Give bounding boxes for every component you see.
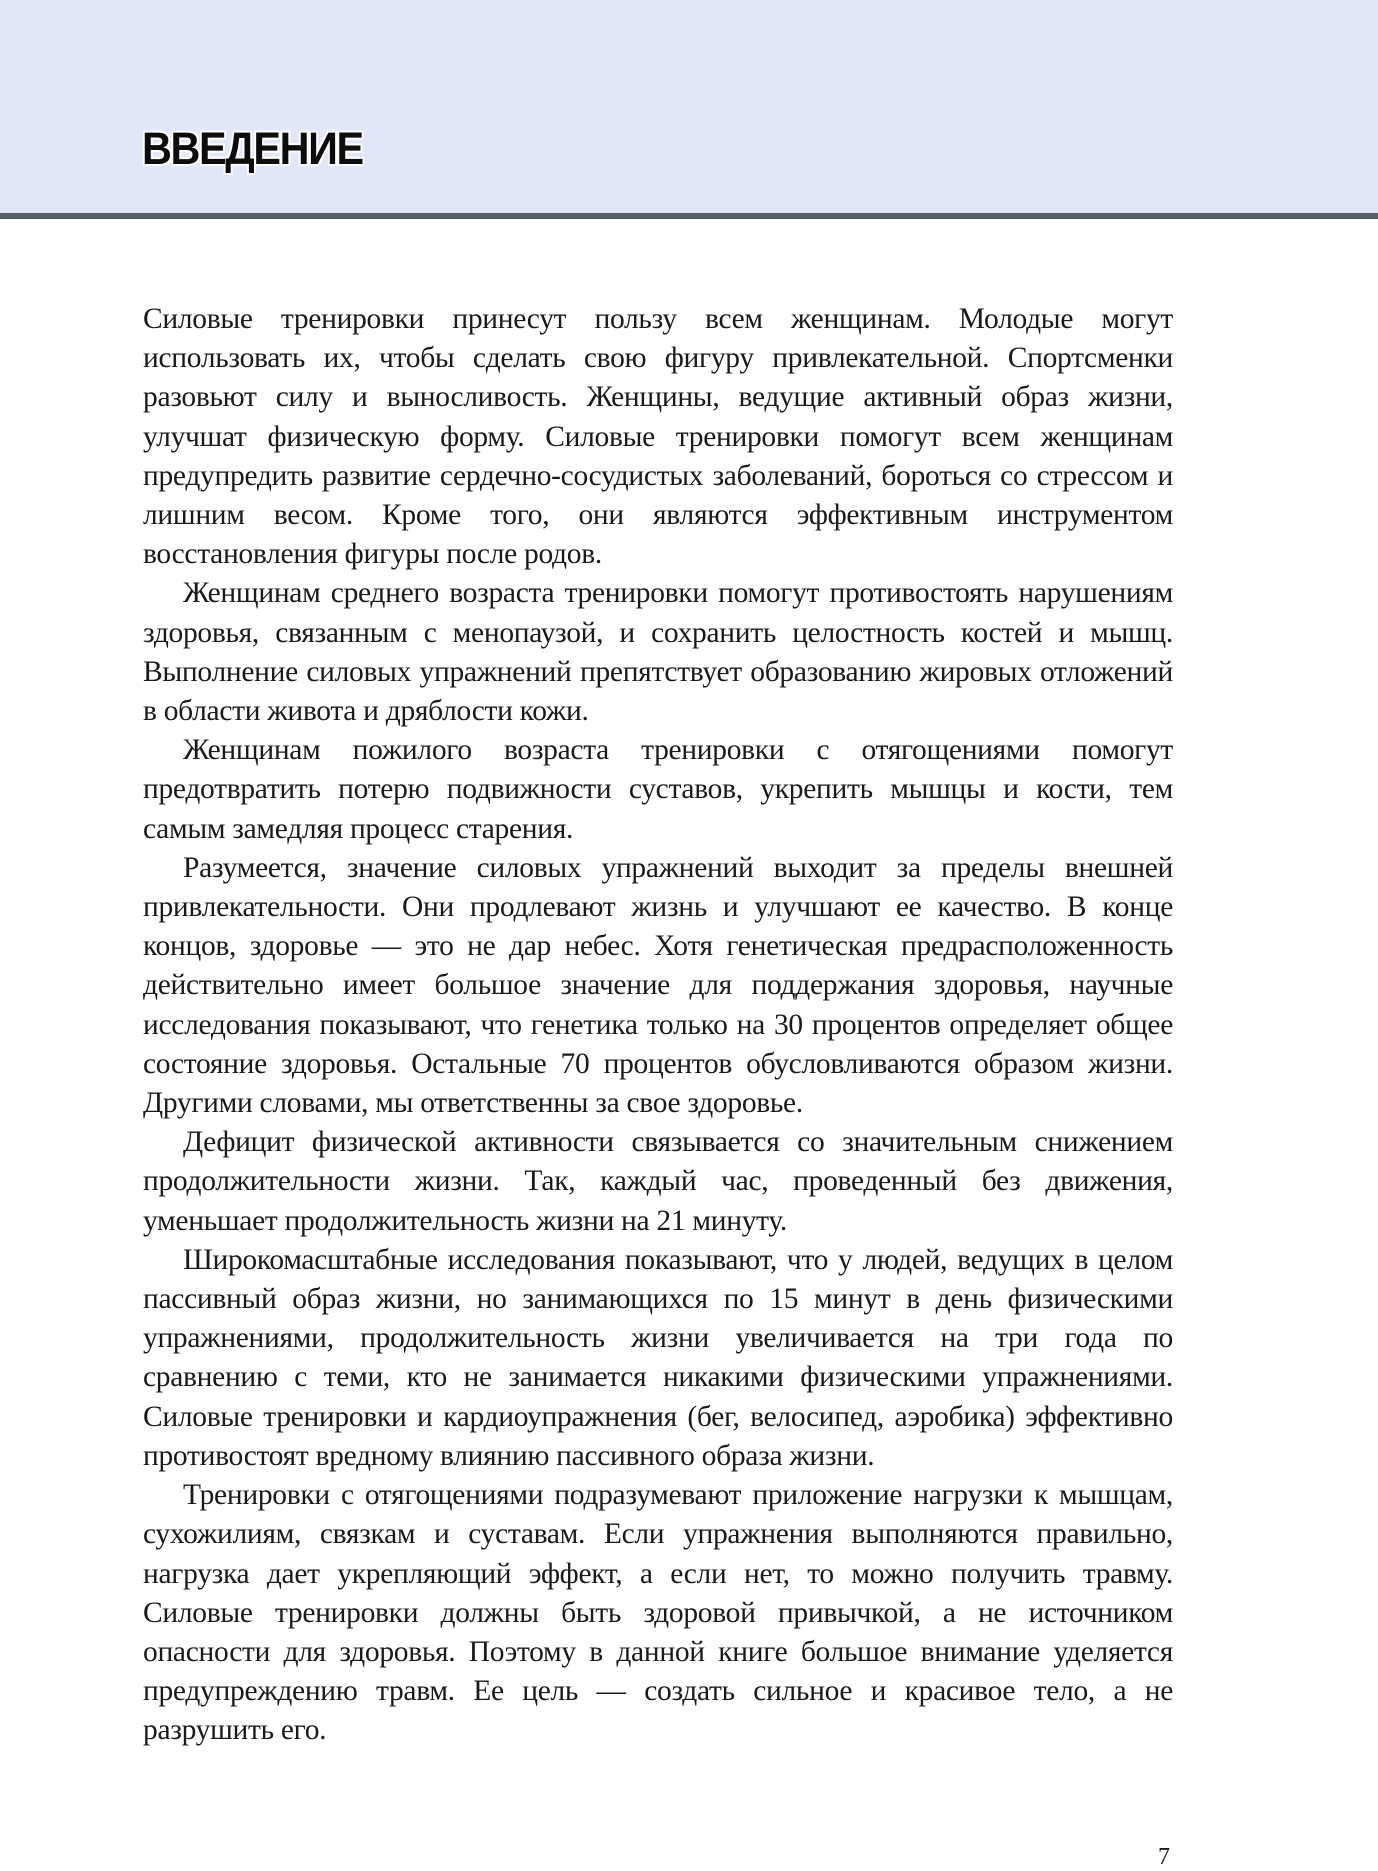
paragraph: Женщинам среднего возраста тренировки помогут противостоять нарушениям здоровья, связанным с менопаузой, и сохранить целостность костей и мышц. Выполнение силовых упражнений препятствует образованию жировых отложений в области живота и дряблости кожи.: [143, 577, 1173, 728]
chapter-title: ВВЕДЕНИЕ: [142, 123, 363, 174]
paragraph: Тренировки с отягощениями подразумевают приложение нагрузки к мышцам, сухожилиям, связкам и суставам. Если упражнения выполняются правильно, нагрузка дает укрепляющий эффект, а если нет, то можно получить травму. Силовые тренировки должны быть здоровой привычкой, а не источником опасности для здоровья. Поэтому в данной книге большое внимание уделяется предупреждению травм. Ее цель — создать сильное и красивое тело, а не разрушить его.: [143, 1479, 1173, 1747]
body-text: [143, 300, 1173, 1751]
paragraph: Силовые тренировки принесут пользу всем женщинам. Молодые могут использовать их, чтобы сделать свою фигуру привлекательной. Спортсменки разовьют силу и выносливость. Женщины, ведущие активный образ жизни, улучшат физическую форму. Силовые тренировки помогут всем женщинам предупредить развитие сердечно-сосудистых заболеваний, бороться со стрессом и лишним весом. Кроме того, они являются эффективным инструментом восстановления фигуры после родов.: [143, 303, 1173, 571]
header-divider: [0, 213, 1378, 219]
paragraph: Дефицит физической активности связывается со значительным снижением продолжительности жизни. Так, каждый час, проведенный без движения, уменьшает продолжительность жизни на 21 минуту.: [143, 1126, 1173, 1237]
paragraph: Широкомасштабные исследования показывают, что у людей, ведущих в целом пассивный образ жизни, но занимающихся по 15 минут в день физическими упражнениями, продолжительность жизни увеличивается на три года по сравнению с теми, кто не занимается никакими физическими упражнениями. Силовые тренировки и кардиоупражнения (бег, велосипед, аэробика) эффективно противостоят вредному влиянию пассивного образа жизни.: [143, 1243, 1173, 1472]
page-number: 7: [1158, 1844, 1170, 1870]
chapter-header-band: [0, 0, 1378, 213]
paragraph: Женщинам пожилого возраста тренировки с отягощениями помогут предотвратить потерю подвижности суставов, укрепить мышцы и кости, тем самым замедляя процесс старения.: [143, 734, 1173, 845]
paragraph: Разумеется, значение силовых упражнений выходит за пределы внешней привлекательности. Они продлевают жизнь и улучшают ее качество. В конце концов, здоровье — это не дар небес. Хотя генетическая предрасположенность действительно имеет большое значение для поддержания здоровья, научные исследования показывают, что генетика только на 30 процентов определяет общее состояние здоровья. Остальные 70 процентов обусловливаются образом жизни. Другими словами, мы ответственны за свое здоровье.: [143, 851, 1173, 1120]
